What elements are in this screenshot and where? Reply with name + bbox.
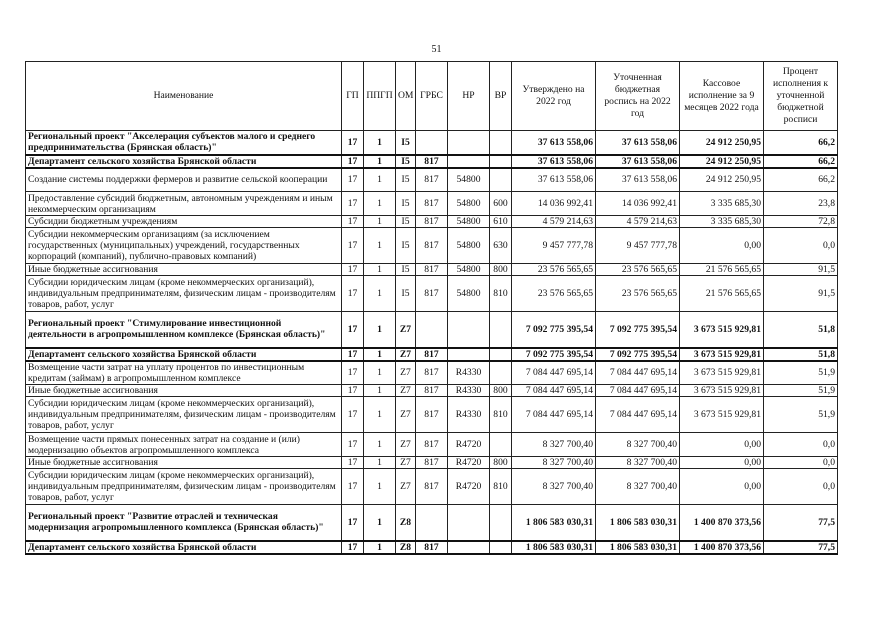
cell-grbs: 817 — [416, 433, 448, 457]
cell-refined: 23 576 565,65 — [596, 276, 680, 312]
cell-vr: 810 — [490, 469, 512, 505]
cell-ppgp: 1 — [364, 276, 396, 312]
cell-gp: 17 — [342, 216, 364, 228]
cell-name: Предоставление субсидий бюджетным, автономным учреждениям и иным некоммерческим организациям — [26, 192, 342, 216]
cell-cash: 3 673 515 929,81 — [680, 361, 764, 385]
cell-grbs: 817 — [416, 264, 448, 276]
cell-approved: 8 327 700,40 — [512, 469, 596, 505]
cell-cash: 3 673 515 929,81 — [680, 385, 764, 397]
budget-table — [25, 61, 838, 555]
cell-name: Региональный проект "Развитие отраслей и техническая модернизация агропромышленного комплекса (Брянская область)" — [26, 505, 342, 541]
cell-refined: 8 327 700,40 — [596, 457, 680, 469]
cell-vr — [490, 505, 512, 541]
cell-gp: 17 — [342, 228, 364, 264]
cell-refined: 1 806 583 030,31 — [596, 505, 680, 541]
col-header-nr: НР — [448, 62, 490, 131]
cell-om: I5 — [396, 192, 416, 216]
col-header-refined: Уточненная бюджетная роспись на 2022 год — [596, 62, 680, 131]
cell-percent: 23,8 — [764, 192, 838, 216]
cell-cash: 21 576 565,65 — [680, 264, 764, 276]
cell-om: Z7 — [396, 433, 416, 457]
table-row — [26, 192, 838, 216]
cell-gp: 17 — [342, 433, 364, 457]
cell-refined: 23 576 565,65 — [596, 264, 680, 276]
cell-cash: 24 912 250,95 — [680, 168, 764, 192]
cell-ppgp: 1 — [364, 131, 396, 155]
cell-nr — [448, 348, 490, 361]
cell-name: Департамент сельского хозяйства Брянской области — [26, 348, 342, 361]
cell-grbs: 817 — [416, 397, 448, 433]
cell-percent: 51,8 — [764, 312, 838, 348]
cell-om: Z7 — [396, 397, 416, 433]
cell-grbs: 817 — [416, 228, 448, 264]
cell-percent: 66,2 — [764, 168, 838, 192]
cell-cash: 21 576 565,65 — [680, 276, 764, 312]
table-row — [26, 385, 838, 397]
cell-refined: 37 613 558,06 — [596, 155, 680, 168]
cell-refined: 7 084 447 695,14 — [596, 397, 680, 433]
cell-grbs: 817 — [416, 348, 448, 361]
cell-nr — [448, 131, 490, 155]
cell-om: Z8 — [396, 541, 416, 554]
cell-name: Региональный проект "Акселерация субъектов малого и среднего предпринимательства (Брянская область)" — [26, 131, 342, 155]
cell-approved: 8 327 700,40 — [512, 457, 596, 469]
cell-ppgp: 1 — [364, 433, 396, 457]
cell-ppgp: 1 — [364, 216, 396, 228]
col-header-om: ОМ — [396, 62, 416, 131]
cell-ppgp: 1 — [364, 541, 396, 554]
cell-om: Z7 — [396, 312, 416, 348]
header-row — [26, 62, 838, 131]
cell-vr: 600 — [490, 192, 512, 216]
cell-nr: 54800 — [448, 168, 490, 192]
cell-percent: 66,2 — [764, 131, 838, 155]
table-row — [26, 457, 838, 469]
cell-approved: 37 613 558,06 — [512, 155, 596, 168]
cell-gp: 17 — [342, 168, 364, 192]
cell-percent: 0,0 — [764, 228, 838, 264]
cell-approved: 7 084 447 695,14 — [512, 397, 596, 433]
table-row — [26, 155, 838, 168]
cell-name: Возмещение части затрат на уплату процентов по инвестиционным кредитам (займам) в агропромышленном комплексе — [26, 361, 342, 385]
cell-name: Иные бюджетные ассигнования — [26, 457, 342, 469]
cell-grbs: 817 — [416, 385, 448, 397]
cell-om: I5 — [396, 228, 416, 264]
cell-name: Субсидии некоммерческим организациям (за исключением государственных (муниципальных) учреждений, государственных корпораций (компаний), публично-правовых компаний) — [26, 228, 342, 264]
cell-grbs: 817 — [416, 541, 448, 554]
cell-approved: 1 806 583 030,31 — [512, 541, 596, 554]
cell-approved: 7 084 447 695,14 — [512, 385, 596, 397]
cell-vr — [490, 541, 512, 554]
table-row — [26, 348, 838, 361]
cell-gp: 17 — [342, 469, 364, 505]
cell-vr: 810 — [490, 397, 512, 433]
cell-grbs: 817 — [416, 168, 448, 192]
cell-om: I5 — [396, 264, 416, 276]
cell-name: Региональный проект "Стимулирование инвестиционной деятельности в агропромышленном комплексе (Брянская область)" — [26, 312, 342, 348]
col-header-gp: ГП — [342, 62, 364, 131]
col-header-approved: Утверждено на 2022 год — [512, 62, 596, 131]
cell-om: Z7 — [396, 385, 416, 397]
cell-refined: 7 084 447 695,14 — [596, 385, 680, 397]
cell-name: Субсидии бюджетным учреждениям — [26, 216, 342, 228]
cell-gp: 17 — [342, 348, 364, 361]
cell-grbs: 817 — [416, 192, 448, 216]
cell-cash: 3 335 685,30 — [680, 216, 764, 228]
cell-ppgp: 1 — [364, 469, 396, 505]
cell-vr — [490, 348, 512, 361]
col-header-vr: ВР — [490, 62, 512, 131]
cell-percent: 91,5 — [764, 276, 838, 312]
col-header-grbs: ГРБС — [416, 62, 448, 131]
cell-vr — [490, 155, 512, 168]
cell-ppgp: 1 — [364, 348, 396, 361]
table-row — [26, 469, 838, 505]
cell-approved: 23 576 565,65 — [512, 276, 596, 312]
cell-grbs: 817 — [416, 276, 448, 312]
cell-vr — [490, 433, 512, 457]
cell-name: Департамент сельского хозяйства Брянской области — [26, 541, 342, 554]
cell-refined: 14 036 992,41 — [596, 192, 680, 216]
cell-percent: 0,0 — [764, 469, 838, 505]
cell-cash: 24 912 250,95 — [680, 131, 764, 155]
cell-approved: 4 579 214,63 — [512, 216, 596, 228]
cell-approved: 23 576 565,65 — [512, 264, 596, 276]
cell-nr — [448, 505, 490, 541]
table-row — [26, 131, 838, 155]
cell-nr: R4720 — [448, 433, 490, 457]
table-row — [26, 541, 838, 554]
cell-ppgp: 1 — [364, 192, 396, 216]
cell-cash: 0,00 — [680, 433, 764, 457]
cell-gp: 17 — [342, 312, 364, 348]
cell-om: Z8 — [396, 505, 416, 541]
table-row — [26, 276, 838, 312]
cell-ppgp: 1 — [364, 361, 396, 385]
cell-cash: 1 400 870 373,56 — [680, 541, 764, 554]
cell-approved: 7 084 447 695,14 — [512, 361, 596, 385]
cell-vr: 610 — [490, 216, 512, 228]
cell-gp: 17 — [342, 505, 364, 541]
cell-ppgp: 1 — [364, 264, 396, 276]
cell-nr: R4720 — [448, 469, 490, 505]
cell-vr: 800 — [490, 457, 512, 469]
cell-nr — [448, 155, 490, 168]
cell-gp: 17 — [342, 276, 364, 312]
cell-name: Возмещение части прямых понесенных затрат на создание и (или) модернизацию объектов агропромышленного комплекса — [26, 433, 342, 457]
cell-gp: 17 — [342, 264, 364, 276]
cell-cash: 3 335 685,30 — [680, 192, 764, 216]
table-row — [26, 228, 838, 264]
cell-cash: 0,00 — [680, 469, 764, 505]
col-header-percent: Процент исполнения к уточненной бюджетной росписи — [764, 62, 838, 131]
cell-approved: 7 092 775 395,54 — [512, 312, 596, 348]
cell-nr — [448, 541, 490, 554]
cell-percent: 77,5 — [764, 505, 838, 541]
cell-approved: 37 613 558,06 — [512, 131, 596, 155]
cell-om: Z7 — [396, 348, 416, 361]
cell-approved: 9 457 777,78 — [512, 228, 596, 264]
cell-cash: 0,00 — [680, 457, 764, 469]
cell-grbs: 817 — [416, 457, 448, 469]
cell-vr: 630 — [490, 228, 512, 264]
cell-nr: R4720 — [448, 457, 490, 469]
cell-name: Департамент сельского хозяйства Брянской области — [26, 155, 342, 168]
cell-grbs: 817 — [416, 361, 448, 385]
cell-approved: 37 613 558,06 — [512, 168, 596, 192]
cell-approved: 1 806 583 030,31 — [512, 505, 596, 541]
cell-om: Z7 — [396, 361, 416, 385]
cell-percent: 91,5 — [764, 264, 838, 276]
cell-nr: R4330 — [448, 397, 490, 433]
cell-refined: 8 327 700,40 — [596, 469, 680, 505]
cell-cash: 0,00 — [680, 228, 764, 264]
cell-cash: 3 673 515 929,81 — [680, 397, 764, 433]
cell-refined: 7 092 775 395,54 — [596, 348, 680, 361]
col-header-name: Наименование — [26, 62, 342, 131]
cell-percent: 51,8 — [764, 348, 838, 361]
table-row — [26, 397, 838, 433]
cell-percent: 72,8 — [764, 216, 838, 228]
cell-ppgp: 1 — [364, 457, 396, 469]
table-row — [26, 216, 838, 228]
cell-om: Z7 — [396, 457, 416, 469]
cell-ppgp: 1 — [364, 385, 396, 397]
table-row — [26, 505, 838, 541]
cell-gp: 17 — [342, 397, 364, 433]
cell-name: Иные бюджетные ассигнования — [26, 264, 342, 276]
cell-grbs: 817 — [416, 216, 448, 228]
cell-vr — [490, 312, 512, 348]
cell-nr: R4330 — [448, 385, 490, 397]
cell-om: I5 — [396, 131, 416, 155]
cell-refined: 4 579 214,63 — [596, 216, 680, 228]
cell-nr: 54800 — [448, 276, 490, 312]
cell-vr — [490, 131, 512, 155]
cell-om: Z7 — [396, 469, 416, 505]
cell-refined: 7 092 775 395,54 — [596, 312, 680, 348]
cell-om: I5 — [396, 155, 416, 168]
cell-nr: 54800 — [448, 216, 490, 228]
cell-name: Субсидии юридическим лицам (кроме некоммерческих организаций), индивидуальным предпринимателям, физическим лицам - производителям товаров, работ, услуг — [26, 397, 342, 433]
cell-ppgp: 1 — [364, 155, 396, 168]
cell-percent: 0,0 — [764, 433, 838, 457]
cell-grbs — [416, 312, 448, 348]
cell-refined: 1 806 583 030,31 — [596, 541, 680, 554]
cell-percent: 51,9 — [764, 385, 838, 397]
cell-nr: 54800 — [448, 192, 490, 216]
cell-grbs — [416, 131, 448, 155]
cell-refined: 9 457 777,78 — [596, 228, 680, 264]
cell-name: Субсидии юридическим лицам (кроме некоммерческих организаций), индивидуальным предпринимателям, физическим лицам - производителям товаров, работ, услуг — [26, 469, 342, 505]
cell-name: Субсидии юридическим лицам (кроме некоммерческих организаций), индивидуальным предпринимателям, физическим лицам - производителям товаров, работ, услуг — [26, 276, 342, 312]
col-header-ppgp: ППГП — [364, 62, 396, 131]
cell-nr: R4330 — [448, 361, 490, 385]
cell-om: I5 — [396, 276, 416, 312]
cell-ppgp: 1 — [364, 312, 396, 348]
cell-gp: 17 — [342, 192, 364, 216]
table-row — [26, 312, 838, 348]
cell-refined: 37 613 558,06 — [596, 168, 680, 192]
cell-vr: 800 — [490, 385, 512, 397]
cell-ppgp: 1 — [364, 505, 396, 541]
table-row — [26, 433, 838, 457]
cell-grbs: 817 — [416, 469, 448, 505]
cell-grbs: 817 — [416, 155, 448, 168]
cell-vr — [490, 168, 512, 192]
cell-nr: 54800 — [448, 264, 490, 276]
cell-ppgp: 1 — [364, 168, 396, 192]
cell-vr: 800 — [490, 264, 512, 276]
cell-vr: 810 — [490, 276, 512, 312]
table-row — [26, 361, 838, 385]
cell-grbs — [416, 505, 448, 541]
cell-gp: 17 — [342, 457, 364, 469]
cell-refined: 8 327 700,40 — [596, 433, 680, 457]
cell-nr — [448, 312, 490, 348]
page-number: 51 — [431, 44, 442, 55]
cell-ppgp: 1 — [364, 397, 396, 433]
col-header-cash: Кассовое исполнение за 9 месяцев 2022 года — [680, 62, 764, 131]
cell-refined: 7 084 447 695,14 — [596, 361, 680, 385]
cell-refined: 37 613 558,06 — [596, 131, 680, 155]
cell-percent: 66,2 — [764, 155, 838, 168]
cell-percent: 51,9 — [764, 361, 838, 385]
cell-gp: 17 — [342, 155, 364, 168]
cell-approved: 14 036 992,41 — [512, 192, 596, 216]
cell-ppgp: 1 — [364, 228, 396, 264]
cell-vr — [490, 361, 512, 385]
cell-cash: 3 673 515 929,81 — [680, 348, 764, 361]
cell-name: Создание системы поддержки фермеров и развитие сельской кооперации — [26, 168, 342, 192]
cell-om: I5 — [396, 216, 416, 228]
cell-gp: 17 — [342, 131, 364, 155]
cell-approved: 7 092 775 395,54 — [512, 348, 596, 361]
cell-cash: 3 673 515 929,81 — [680, 312, 764, 348]
cell-gp: 17 — [342, 361, 364, 385]
cell-name: Иные бюджетные ассигнования — [26, 385, 342, 397]
cell-cash: 1 400 870 373,56 — [680, 505, 764, 541]
cell-percent: 77,5 — [764, 541, 838, 554]
cell-percent: 0,0 — [764, 457, 838, 469]
cell-gp: 17 — [342, 385, 364, 397]
cell-percent: 51,9 — [764, 397, 838, 433]
cell-om: I5 — [396, 168, 416, 192]
cell-gp: 17 — [342, 541, 364, 554]
table-row — [26, 264, 838, 276]
cell-approved: 8 327 700,40 — [512, 433, 596, 457]
table-row — [26, 168, 838, 192]
cell-cash: 24 912 250,95 — [680, 155, 764, 168]
cell-nr: 54800 — [448, 228, 490, 264]
